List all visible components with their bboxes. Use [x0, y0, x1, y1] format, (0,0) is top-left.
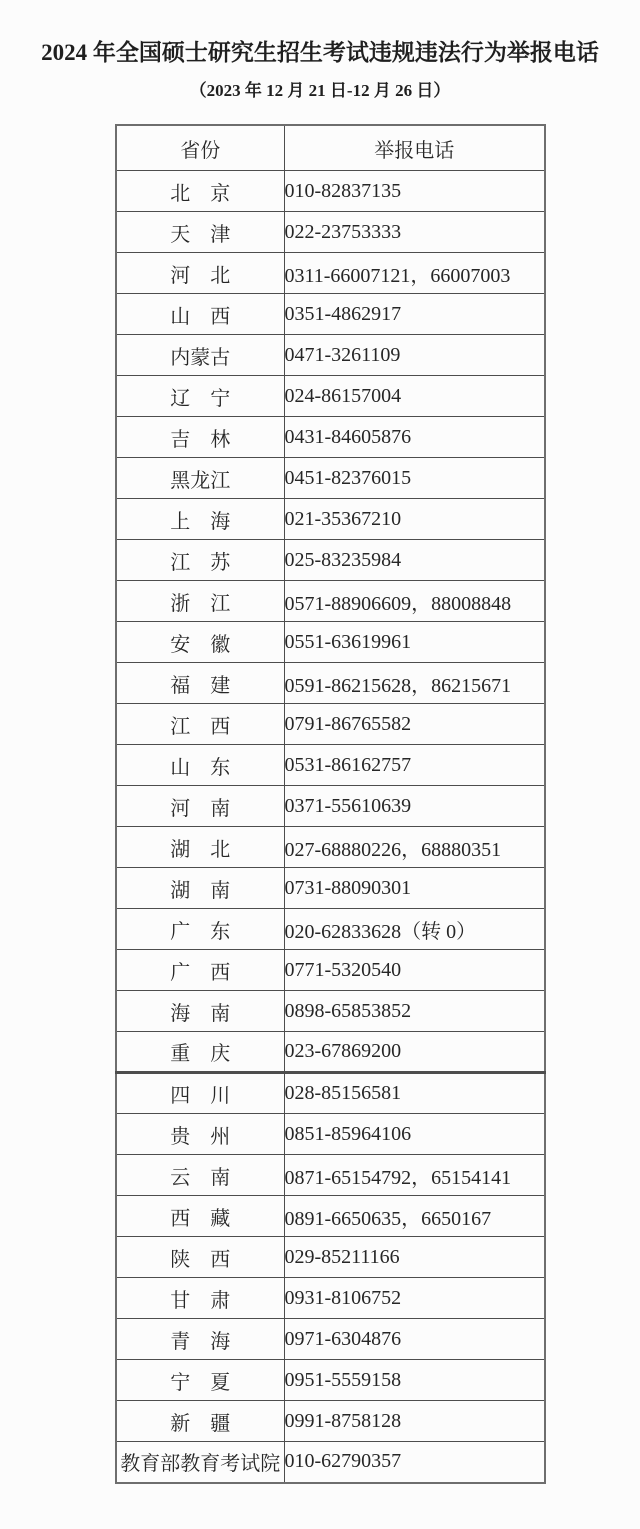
phone-cell: 0311-66007121，66007003	[284, 253, 545, 294]
phone-cell: 0451-82376015	[284, 458, 545, 499]
table-row	[116, 1073, 545, 1114]
table-row	[116, 253, 545, 294]
phone-cell: 010-62790357	[284, 1442, 545, 1483]
phone-cell: 0951-5559158	[284, 1360, 545, 1401]
province-cell: 辽 宁	[116, 376, 284, 417]
phone-cell: 0471-3261109	[284, 335, 545, 376]
phone-cell: 0971-6304876	[284, 1319, 545, 1360]
province-cell: 青 海	[116, 1319, 284, 1360]
province-cell: 北 京	[116, 171, 284, 212]
phone-cell: 0931-8106752	[284, 1278, 545, 1319]
page-title: 2024 年全国硕士研究生招生考试违规违法行为举报电话	[41, 40, 599, 65]
phone-cell: 0351-4862917	[284, 294, 545, 335]
province-cell: 江 苏	[116, 540, 284, 581]
province-cell: 甘 肃	[116, 1278, 284, 1319]
province-cell: 上 海	[116, 499, 284, 540]
table-row	[116, 827, 545, 868]
table-row	[116, 212, 545, 253]
phone-cell: 0731-88090301	[284, 868, 545, 909]
phone-cell: 0851-85964106	[284, 1114, 545, 1155]
province-cell: 重 庆	[116, 1032, 284, 1073]
province-cell: 西 藏	[116, 1196, 284, 1237]
province-cell: 广 东	[116, 909, 284, 950]
phone-cell: 022-23753333	[284, 212, 545, 253]
phone-cell: 0898-65853852	[284, 991, 545, 1032]
province-cell: 新 疆	[116, 1401, 284, 1442]
phone-cell: 0991-8758128	[284, 1401, 545, 1442]
province-cell: 山 西	[116, 294, 284, 335]
table-row	[116, 294, 545, 335]
table-row	[116, 663, 545, 704]
province-cell: 宁 夏	[116, 1360, 284, 1401]
table-row	[116, 458, 545, 499]
province-cell: 陕 西	[116, 1237, 284, 1278]
province-cell: 浙 江	[116, 581, 284, 622]
table-row	[116, 581, 545, 622]
phone-cell: 025-83235984	[284, 540, 545, 581]
table-header-row	[116, 125, 545, 171]
phone-cell: 0891-6650635，6650167	[284, 1196, 545, 1237]
phone-cell: 020-62833628（转 0）	[284, 909, 545, 950]
province-cell: 广 西	[116, 950, 284, 991]
province-cell: 天 津	[116, 212, 284, 253]
province-cell: 江 西	[116, 704, 284, 745]
province-cell: 湖 北	[116, 827, 284, 868]
phone-cell: 0591-86215628，86215671	[284, 663, 545, 704]
table-row	[116, 909, 545, 950]
table-row	[116, 171, 545, 212]
table-row	[116, 1237, 545, 1278]
province-cell: 黑龙江	[116, 458, 284, 499]
page-subtitle: （2023 年 12 月 21 日-12 月 26 日）	[189, 81, 451, 100]
column-header-phone: 举报电话	[284, 125, 545, 171]
table-row	[116, 376, 545, 417]
table-row	[116, 991, 545, 1032]
province-cell: 河 北	[116, 253, 284, 294]
table-row	[116, 622, 545, 663]
province-cell: 湖 南	[116, 868, 284, 909]
phone-cell: 023-67869200	[284, 1032, 545, 1073]
table-row	[116, 745, 545, 786]
table-row	[116, 786, 545, 827]
table-row	[116, 1032, 545, 1073]
province-cell: 吉 林	[116, 417, 284, 458]
table-row	[116, 1155, 545, 1196]
table-row	[116, 335, 545, 376]
column-header-province: 省份	[116, 125, 284, 171]
phone-cell: 0371-55610639	[284, 786, 545, 827]
province-cell: 四 川	[116, 1073, 284, 1114]
table-row	[116, 1278, 545, 1319]
table-row	[116, 540, 545, 581]
table-row	[116, 417, 545, 458]
province-cell: 福 建	[116, 663, 284, 704]
phone-cell: 0551-63619961	[284, 622, 545, 663]
phone-cell: 028-85156581	[284, 1073, 545, 1114]
table-row	[116, 1442, 545, 1483]
table-row	[116, 1319, 545, 1360]
province-cell: 内蒙古	[116, 335, 284, 376]
table-row	[116, 950, 545, 991]
phone-cell: 0791-86765582	[284, 704, 545, 745]
table-row	[116, 868, 545, 909]
report-phone-table	[115, 124, 546, 1484]
phone-cell: 0571-88906609，88008848	[284, 581, 545, 622]
phone-cell: 0871-65154792，65154141	[284, 1155, 545, 1196]
phone-cell: 029-85211166	[284, 1237, 545, 1278]
phone-cell: 021-35367210	[284, 499, 545, 540]
phone-cell: 0431-84605876	[284, 417, 545, 458]
phone-cell: 0771-5320540	[284, 950, 545, 991]
phone-cell: 024-86157004	[284, 376, 545, 417]
table-row	[116, 1401, 545, 1442]
province-cell: 云 南	[116, 1155, 284, 1196]
phone-cell: 027-68880226，68880351	[284, 827, 545, 868]
phone-cell: 0531-86162757	[284, 745, 545, 786]
province-cell: 河 南	[116, 786, 284, 827]
table-row	[116, 499, 545, 540]
province-cell: 贵 州	[116, 1114, 284, 1155]
province-cell: 安 徽	[116, 622, 284, 663]
table-row	[116, 1360, 545, 1401]
province-cell: 海 南	[116, 991, 284, 1032]
table-row	[116, 1196, 545, 1237]
table-row	[116, 1114, 545, 1155]
table-row	[116, 704, 545, 745]
province-cell: 山 东	[116, 745, 284, 786]
province-cell: 教育部教育考试院	[116, 1442, 284, 1483]
phone-cell: 010-82837135	[284, 171, 545, 212]
